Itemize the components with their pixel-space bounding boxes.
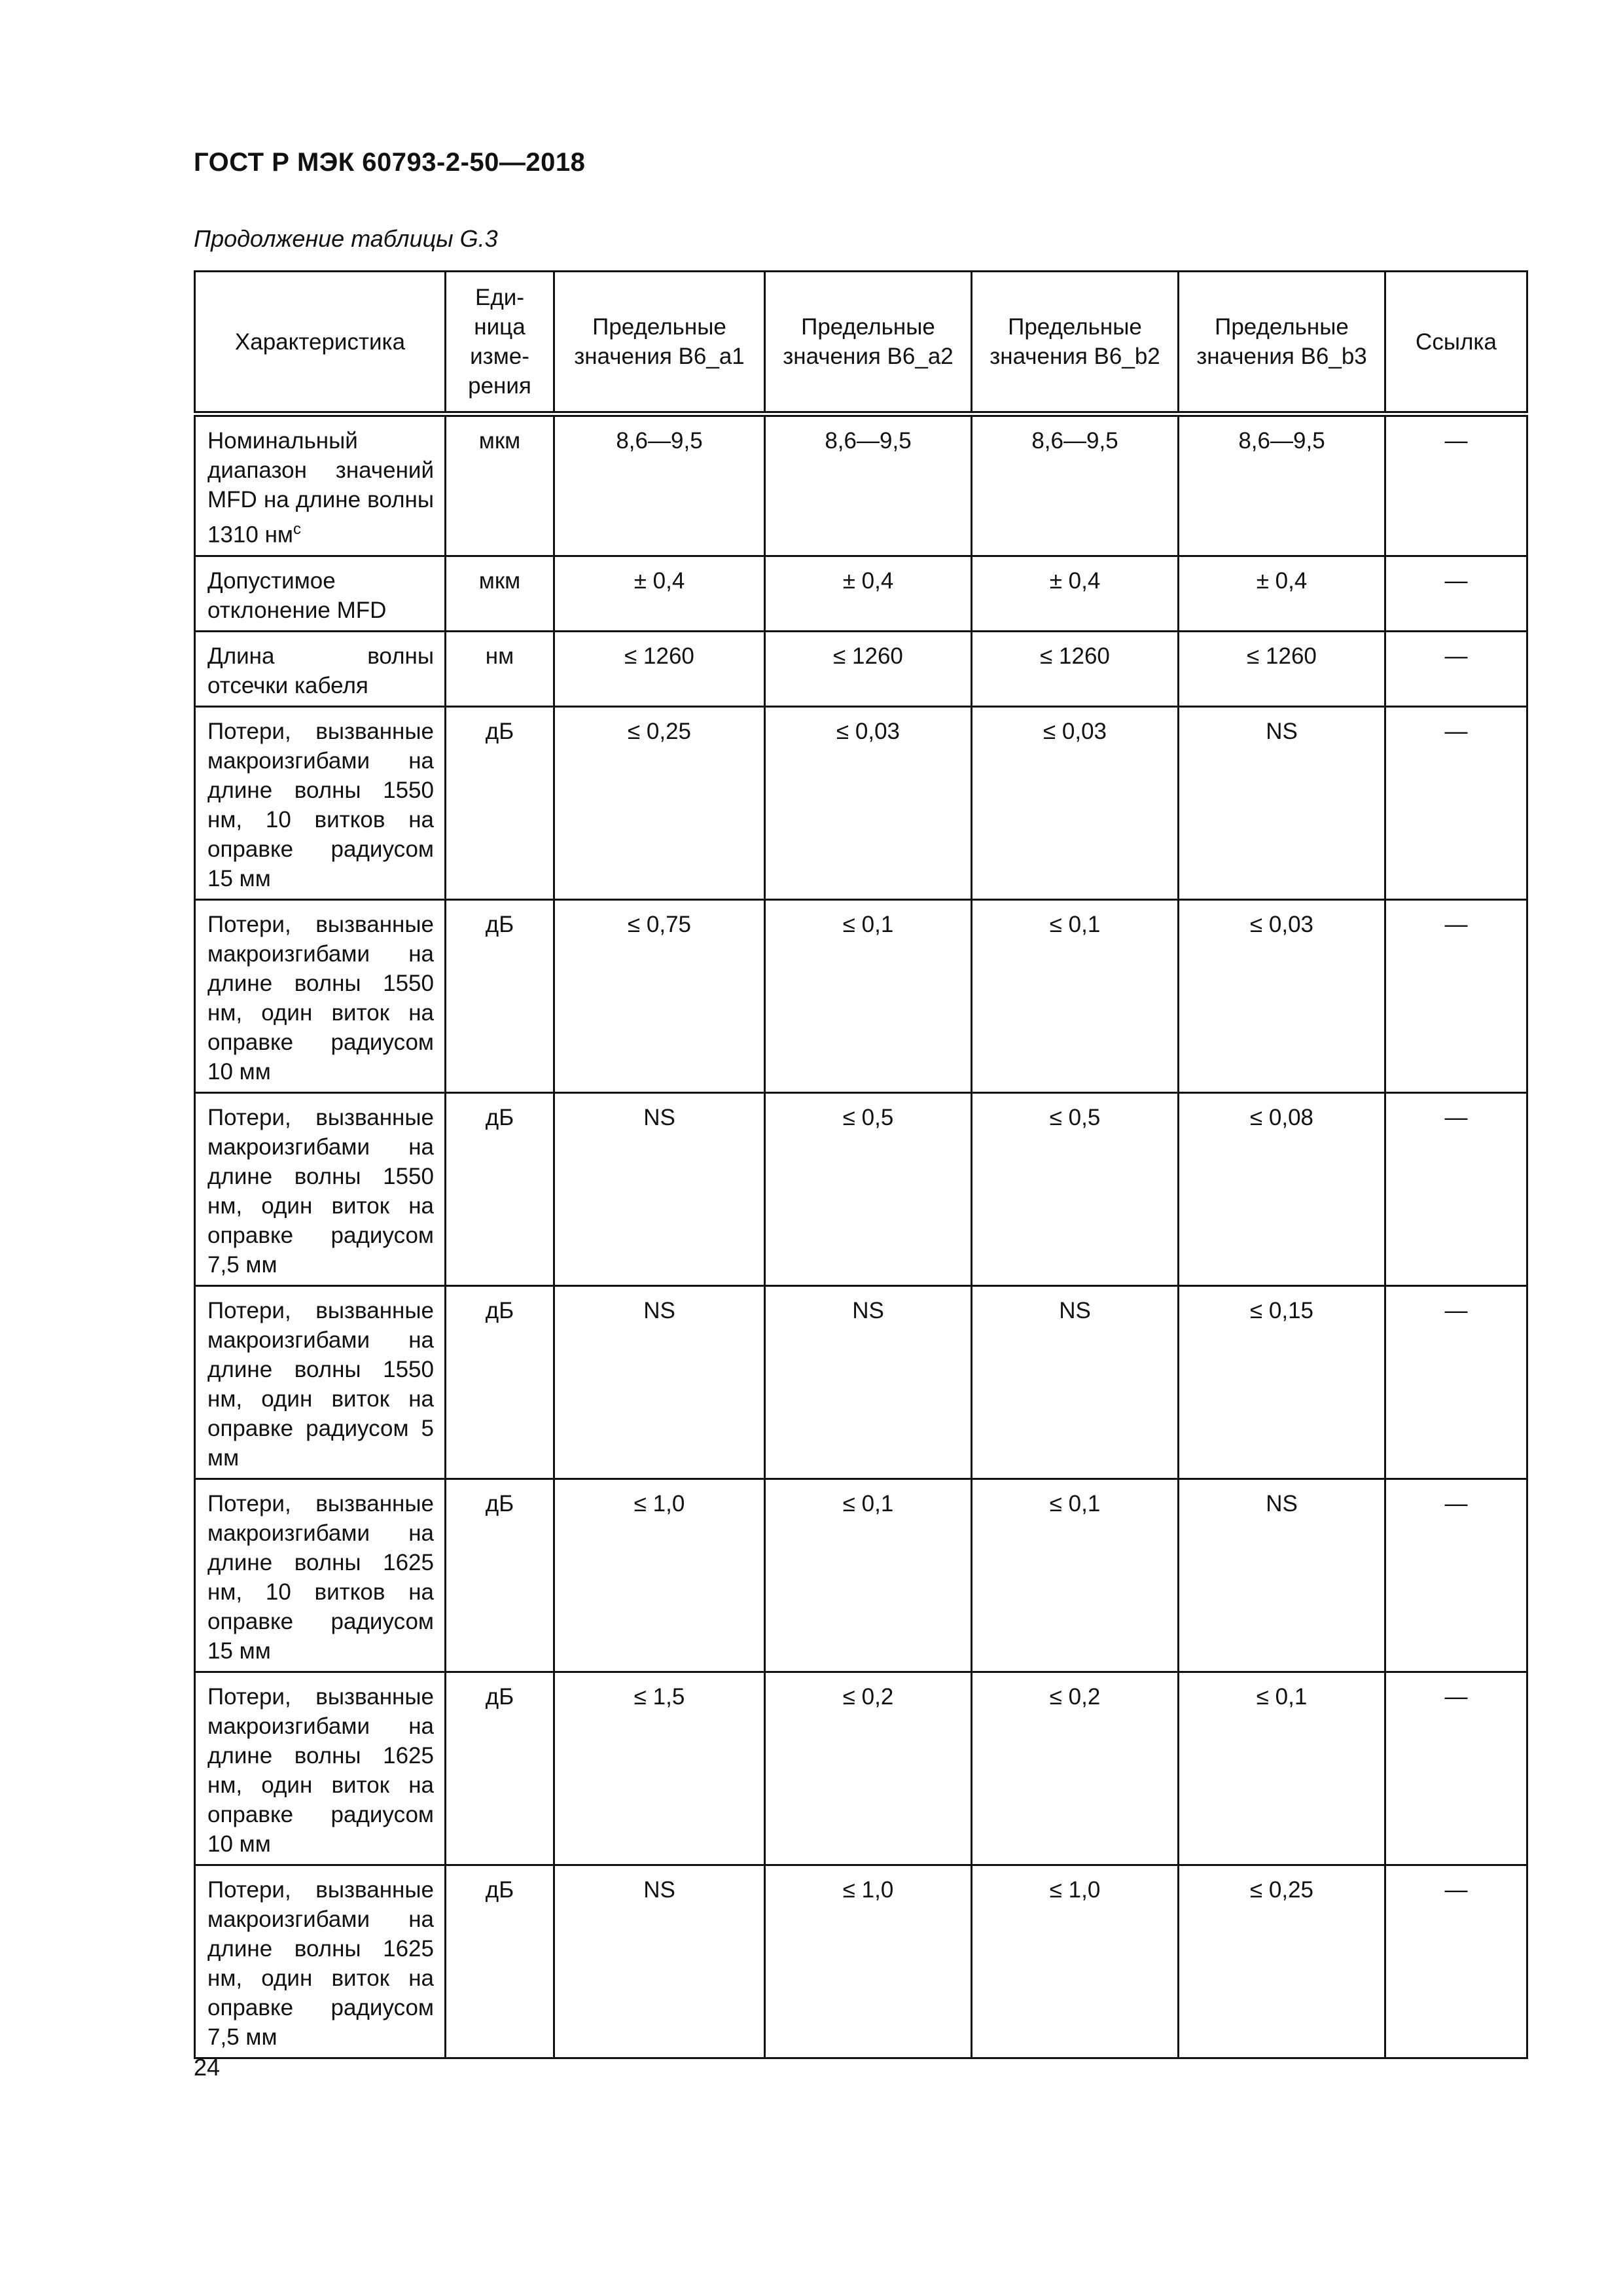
cell-value-b6-b2	[972, 899, 1179, 1092]
cell-text: мкм	[478, 428, 521, 454]
cell-value-b6-b2	[972, 706, 1179, 899]
cell-text: 8,6—9,5	[616, 428, 703, 454]
cell-reference	[1385, 899, 1527, 1092]
cell-unit	[446, 631, 554, 706]
cell-value-b6-a1	[554, 1479, 765, 1672]
cell-text: ± 0,4	[633, 567, 685, 594]
table-body	[195, 414, 1527, 2058]
cell-text: NS	[852, 1297, 884, 1323]
cell-value-b6-b2	[972, 1479, 1179, 1672]
cell-value-b6-a2	[765, 1865, 972, 2058]
cell-text: ≤ 0,75	[627, 911, 692, 937]
cell-value-b6-b3	[1179, 631, 1385, 706]
cell-text: дБ	[485, 1683, 514, 1710]
cell-text: ≤ 1260	[624, 643, 694, 669]
cell-text: Потери, вызванные макроизгибами на длине волны 1550 нм, 10 витков на оправке радиусом 15 мм	[207, 718, 434, 891]
cell-value-b6-a2	[765, 1672, 972, 1865]
cell-unit	[446, 1479, 554, 1672]
cell-characteristic	[195, 1672, 446, 1865]
table-row	[195, 1672, 1527, 1865]
cell-text: —	[1444, 718, 1468, 744]
table-row	[195, 1865, 1527, 2058]
cell-value-b6-a1	[554, 1285, 765, 1479]
cell-text: Потери, вызванные макроизгибами на длине волны 1625 нм, 10 витков на оправке радиусом 15 мм	[207, 1490, 434, 1664]
cell-text: ≤ 0,1	[1049, 911, 1101, 937]
cell-text: —	[1444, 1297, 1468, 1323]
cell-unit	[446, 1285, 554, 1479]
table-row	[195, 1092, 1527, 1285]
cell-unit	[446, 414, 554, 556]
cell-text: ≤ 0,1	[1256, 1683, 1308, 1710]
cell-unit	[446, 1092, 554, 1285]
cell-text: дБ	[485, 1490, 514, 1516]
cell-characteristic	[195, 556, 446, 631]
table-row	[195, 706, 1527, 899]
cell-text: ≤ 1260	[1247, 643, 1317, 669]
cell-text: 8,6—9,5	[825, 428, 912, 454]
cell-reference	[1385, 1092, 1527, 1285]
cell-value-b6-a1	[554, 414, 765, 556]
document-header: ГОСТ Р МЭК 60793-2-50—2018	[194, 148, 586, 177]
cell-reference	[1385, 1285, 1527, 1479]
cell-text: ≤ 1,0	[633, 1490, 685, 1516]
cell-value-b6-a2	[765, 1285, 972, 1479]
cell-text: NS	[1266, 718, 1298, 744]
header-col-b6-b2: Предельные значения В6_b2	[972, 272, 1179, 414]
cell-text: ≤ 0,03	[836, 718, 901, 744]
cell-value-b6-a2	[765, 631, 972, 706]
header-col-b6-a1: Предельные значения В6_а1	[554, 272, 765, 414]
cell-text: —	[1444, 567, 1468, 594]
cell-text: ± 0,4	[1049, 567, 1101, 594]
header-col-b6-b3: Предельные значения В6_b3	[1179, 272, 1385, 414]
cell-text: NS	[1266, 1490, 1298, 1516]
cell-value-b6-b2	[972, 556, 1179, 631]
cell-text: дБ	[485, 1876, 514, 1903]
cell-text: ≤ 0,5	[842, 1104, 894, 1130]
cell-text: Потери, вызванные макроизгибами на длине волны 1550 нм, один виток на оправке радиусом 7,5 мм	[207, 1104, 434, 1278]
cell-value-b6-b2	[972, 1092, 1179, 1285]
cell-reference	[1385, 631, 1527, 706]
cell-value-b6-a2	[765, 1092, 972, 1285]
cell-text: —	[1444, 643, 1468, 669]
cell-value-b6-a1	[554, 706, 765, 899]
cell-text: ≤ 1,0	[842, 1876, 894, 1903]
cell-text: мкм	[478, 567, 521, 594]
cell-characteristic	[195, 1285, 446, 1479]
table-row	[195, 556, 1527, 631]
cell-text: Потери, вызванные макроизгибами на длине волны 1550 нм, один виток на оправке радиусом 10 мм	[207, 911, 434, 1085]
cell-text: ≤ 0,08	[1249, 1104, 1314, 1130]
cell-unit	[446, 899, 554, 1092]
cell-text: ≤ 0,2	[842, 1683, 894, 1710]
cell-text: ≤ 1260	[833, 643, 903, 669]
cell-value-b6-a2	[765, 706, 972, 899]
table-header-row	[195, 272, 1527, 414]
cell-text: —	[1444, 1104, 1468, 1130]
cell-text: ≤ 1260	[1040, 643, 1110, 669]
cell-text: —	[1444, 1490, 1468, 1516]
cell-text: дБ	[485, 911, 514, 937]
table-row	[195, 1479, 1527, 1672]
cell-characteristic	[195, 631, 446, 706]
cell-value-b6-b2	[972, 1672, 1179, 1865]
cell-reference	[1385, 1865, 1527, 2058]
cell-text: дБ	[485, 718, 514, 744]
cell-text: ≤ 0,03	[1043, 718, 1107, 744]
cell-value-b6-b3	[1179, 1285, 1385, 1479]
cell-value-b6-a1	[554, 1865, 765, 2058]
cell-value-b6-a1	[554, 1672, 765, 1865]
cell-characteristic	[195, 706, 446, 899]
cell-value-b6-b3	[1179, 414, 1385, 556]
cell-value-b6-b2	[972, 414, 1179, 556]
cell-text: Допустимое отклонение MFD	[207, 567, 387, 623]
cell-unit	[446, 1865, 554, 2058]
cell-text: ≤ 0,2	[1049, 1683, 1101, 1710]
cell-unit	[446, 1672, 554, 1865]
cell-text: ≤ 1,0	[1049, 1876, 1101, 1903]
cell-value-b6-a1	[554, 899, 765, 1092]
cell-value-b6-a2	[765, 414, 972, 556]
table-row	[195, 1285, 1527, 1479]
cell-value-b6-a1	[554, 631, 765, 706]
cell-characteristic	[195, 414, 446, 556]
cell-characteristic	[195, 1865, 446, 2058]
cell-value-b6-a1	[554, 1092, 765, 1285]
cell-text: —	[1444, 1876, 1468, 1903]
cell-characteristic	[195, 1092, 446, 1285]
table-row	[195, 899, 1527, 1092]
footnote-marker: с	[293, 520, 301, 538]
cell-text: ≤ 0,1	[842, 911, 894, 937]
cell-text: ≤ 0,03	[1249, 911, 1314, 937]
cell-text: Номинальный диапазон значений MFD на длине волны 1310 нм	[207, 428, 434, 548]
cell-reference	[1385, 556, 1527, 631]
spec-table	[194, 270, 1528, 2059]
table-caption: Продолжение таблицы G.3	[194, 225, 498, 252]
cell-text: NS	[643, 1876, 675, 1903]
cell-text: —	[1444, 1683, 1468, 1710]
header-col-reference: Ссылка	[1385, 272, 1527, 414]
cell-value-b6-b3	[1179, 1092, 1385, 1285]
cell-reference	[1385, 706, 1527, 899]
cell-text: NS	[643, 1297, 675, 1323]
cell-value-b6-b2	[972, 631, 1179, 706]
cell-text: ± 0,4	[1256, 567, 1308, 594]
cell-value-b6-a1	[554, 556, 765, 631]
cell-text: ≤ 0,25	[1249, 1876, 1314, 1903]
cell-text: —	[1444, 911, 1468, 937]
cell-reference	[1385, 1479, 1527, 1672]
cell-unit	[446, 706, 554, 899]
cell-text: Потери, вызванные макроизгибами на длине волны 1625 нм, один виток на оправке радиусом 7,5 мм	[207, 1876, 434, 2050]
cell-text: Потери, вызванные макроизгибами на длине волны 1550 нм, один виток на оправке радиусом 5 мм	[207, 1297, 434, 1471]
table-row	[195, 414, 1527, 556]
page-number: 24	[194, 2054, 221, 2081]
cell-text: ≤ 1,5	[633, 1683, 685, 1710]
cell-text: нм	[485, 643, 514, 669]
cell-characteristic	[195, 1479, 446, 1672]
cell-text: ≤ 0,5	[1049, 1104, 1101, 1130]
cell-text: NS	[1059, 1297, 1091, 1323]
cell-text: ≤ 0,25	[627, 718, 692, 744]
cell-text: NS	[643, 1104, 675, 1130]
cell-text: 8,6—9,5	[1238, 428, 1325, 454]
cell-value-b6-b3	[1179, 1672, 1385, 1865]
cell-text: Потери, вызванные макроизгибами на длине волны 1625 нм, один виток на оправке радиусом 10 мм	[207, 1683, 434, 1857]
cell-text: дБ	[485, 1297, 514, 1323]
cell-text: ≤ 0,1	[842, 1490, 894, 1516]
cell-value-b6-b2	[972, 1865, 1179, 2058]
cell-value-b6-b3	[1179, 1479, 1385, 1672]
cell-text: ≤ 0,1	[1049, 1490, 1101, 1516]
header-col-unit: Еди- ница изме- рения	[446, 272, 554, 414]
cell-value-b6-a2	[765, 899, 972, 1092]
cell-text: —	[1444, 428, 1468, 454]
cell-value-b6-b3	[1179, 706, 1385, 899]
header-col-b6-a2: Предельные значения В6_а2	[765, 272, 972, 414]
cell-text: 8,6—9,5	[1031, 428, 1118, 454]
cell-value-b6-b2	[972, 1285, 1179, 1479]
cell-text: Длина волны отсечки кабеля	[207, 643, 434, 698]
table-row	[195, 631, 1527, 706]
cell-text: ± 0,4	[842, 567, 894, 594]
cell-reference	[1385, 1672, 1527, 1865]
cell-value-b6-b3	[1179, 556, 1385, 631]
cell-characteristic	[195, 899, 446, 1092]
cell-text: дБ	[485, 1104, 514, 1130]
cell-reference	[1385, 414, 1527, 556]
header-col-characteristic: Характеристика	[195, 272, 446, 414]
cell-value-b6-a2	[765, 1479, 972, 1672]
cell-value-b6-a2	[765, 556, 972, 631]
cell-value-b6-b3	[1179, 899, 1385, 1092]
cell-value-b6-b3	[1179, 1865, 1385, 2058]
cell-text: ≤ 0,15	[1249, 1297, 1314, 1323]
cell-unit	[446, 556, 554, 631]
